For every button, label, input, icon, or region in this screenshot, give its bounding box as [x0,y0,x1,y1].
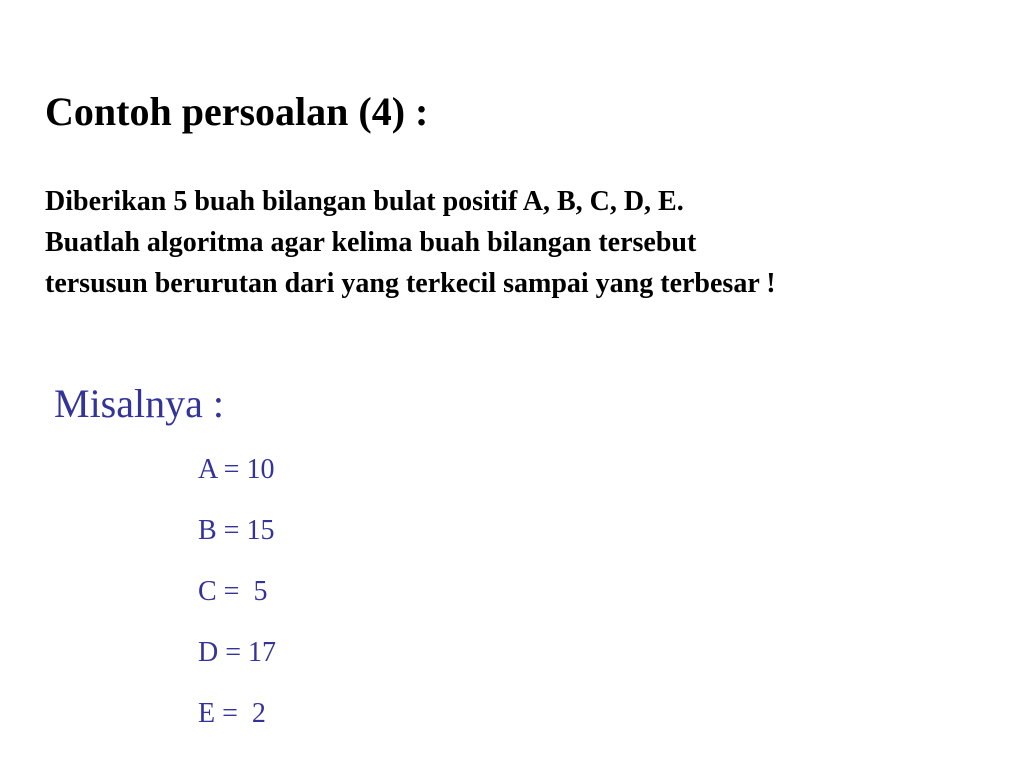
value-a: A = 10 [198,454,275,485]
problem-line: Buatlah algoritma agar kelima buah bilangan tersebut [45,227,697,258]
value-b: B = 15 [198,515,275,546]
value-d: D = 17 [198,637,277,668]
problem-line: Diberikan 5 buah bilangan bulat positif A, B, C, D, E. [45,186,684,217]
example-heading: Misalnya : [54,381,224,426]
value-list [198,450,276,755]
slide-title: Contoh persoalan (4) : [45,89,429,134]
problem-line: tersusun berurutan dari yang terkecil sampai yang terbesar ! [45,268,776,299]
value-c: C = 5 [198,576,268,607]
value-e: E = 2 [198,698,266,729]
problem-statement [45,181,995,304]
